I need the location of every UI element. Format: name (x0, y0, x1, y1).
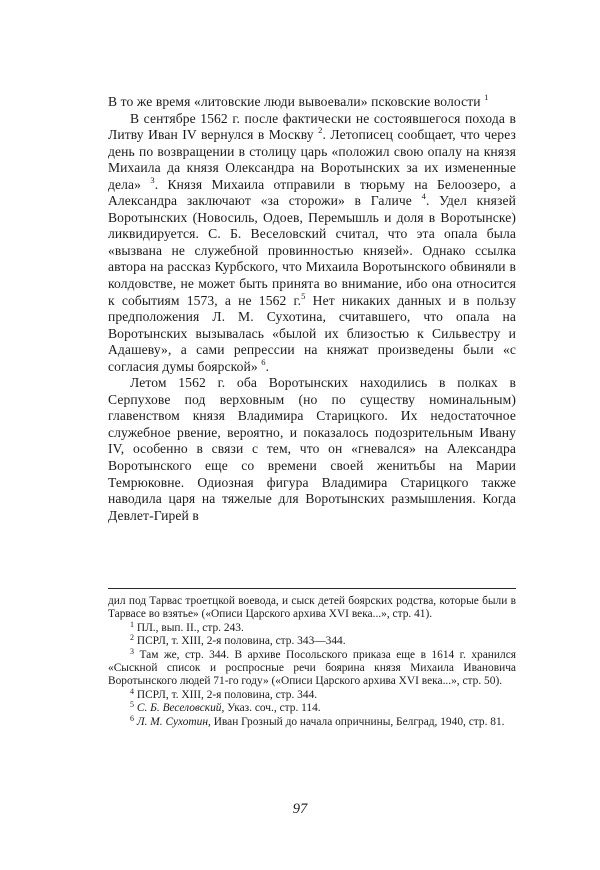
footnote-ref-6[interactable]: 6 (261, 356, 266, 367)
footnote-ref-3[interactable]: 3 (150, 174, 155, 185)
footnote-1: $^1$ ПЛ., вып. II., стр. 243. (130, 619, 244, 634)
page-number: 97 (292, 801, 308, 817)
footnote-ref-4[interactable]: 4 (421, 191, 426, 202)
paragraph-2: В сентябре 1562 г. после фактически не состоявшегося похода в Литву Иван IV вернулся в Москву $^2$. Летописец сообщает, что через день по возвращении в столицу царь «положил свою опалу на князя Михаила да князя Олександра на Воротынских за их измененные дела» $^3$. Князя Михаила отправили в тюрьму на Белоозеро, а Александра заключают «за сторожи» в Галиче $^4$. Удел князей Воротынских (Новосиль, Одоев, Перемышль и доля в Воротынске) ликвидируется. С. Б. Веселовский считал, что эта опала была «вызвана не служебной провинностью князей». Однако ссылка автора на рассказ Курбского, что Михаила Воротынского обвиняли в колдовстве, не может быть принята во внимание, ибо она относится к событиям 1573, а не 1562 г.$^5$ Нет никаких данных и в пользу предположения Л. М. Сухотина, считавшего, что опала на Воротынских вызывалась «былой их близостью к Сильвестру и Адашеву», а сами репрессии на княжат произведены были «с согласия думы боярской» $^6$. (108, 110, 517, 374)
footnote-ref-2[interactable]: 2 (318, 125, 323, 136)
footnote-continued: дил под Тарвас троетцкой воевода, и сыск детей боярских родства, которые были в Тарвасе во взятье» («Описи Царского архива XVI века...», стр. 41). (108, 595, 516, 621)
footnote-5: $^5$ С. Б. Веселовский, Указ. соч., стр. 114. (130, 700, 321, 715)
footnote-ref-5[interactable]: 5 (301, 290, 306, 301)
main-text (108, 94, 516, 524)
footnote-2: $^2$ ПСРЛ, т. XIII, 2-я половина, стр. 343—344. (130, 633, 346, 648)
footnote-separator (108, 588, 516, 589)
paragraph-1: В то же время «литовские люди вывоевали» псковские волости $^1$ (108, 92, 489, 109)
footnote-author: С. Б. Веселовский, (136, 702, 225, 715)
footnote-ref-1[interactable]: 1 (484, 92, 489, 102)
footnote-6: $^6$ Л. М. Сухотин, Иван Грозный до начала опричнины, Белград, 1940, стр. 81. (130, 713, 505, 728)
footnotes (108, 595, 516, 729)
footnote-4: $^4$ ПСРЛ, т. XIII, 2-я половина, стр. 344. (130, 686, 318, 701)
footnote-3: $^3$ Там же, стр. 344. В архиве Посольского приказа еще в 1614 г. хранился «Сыскной список и роспросные речи боярина князя Михаила Ивановича Воротынского людей 71-го году» («Описи Царского архива XVI века...», стр. 50). (108, 646, 516, 688)
paragraph-3: Летом 1562 г. оба Воротынских находились в полках в Серпухове под верховным (но по существу номинальным) главенством князя Владимира Старицкого. Их недостаточное служебное рвение, вероятно, и показалось подозрительным Ивану IV, особенно в связи с тем, что он «гневался» на Александра Воротынского еще со времени своей женитьбы на Марии Темрюковне. Одиозная фигура Владимира Старицкого также наводила царя на тяжелые для Воротынских размышления. Когда Девлет-Гирей в (108, 375, 516, 523)
footnote-author: Л. М. Сухотин, (136, 715, 211, 728)
